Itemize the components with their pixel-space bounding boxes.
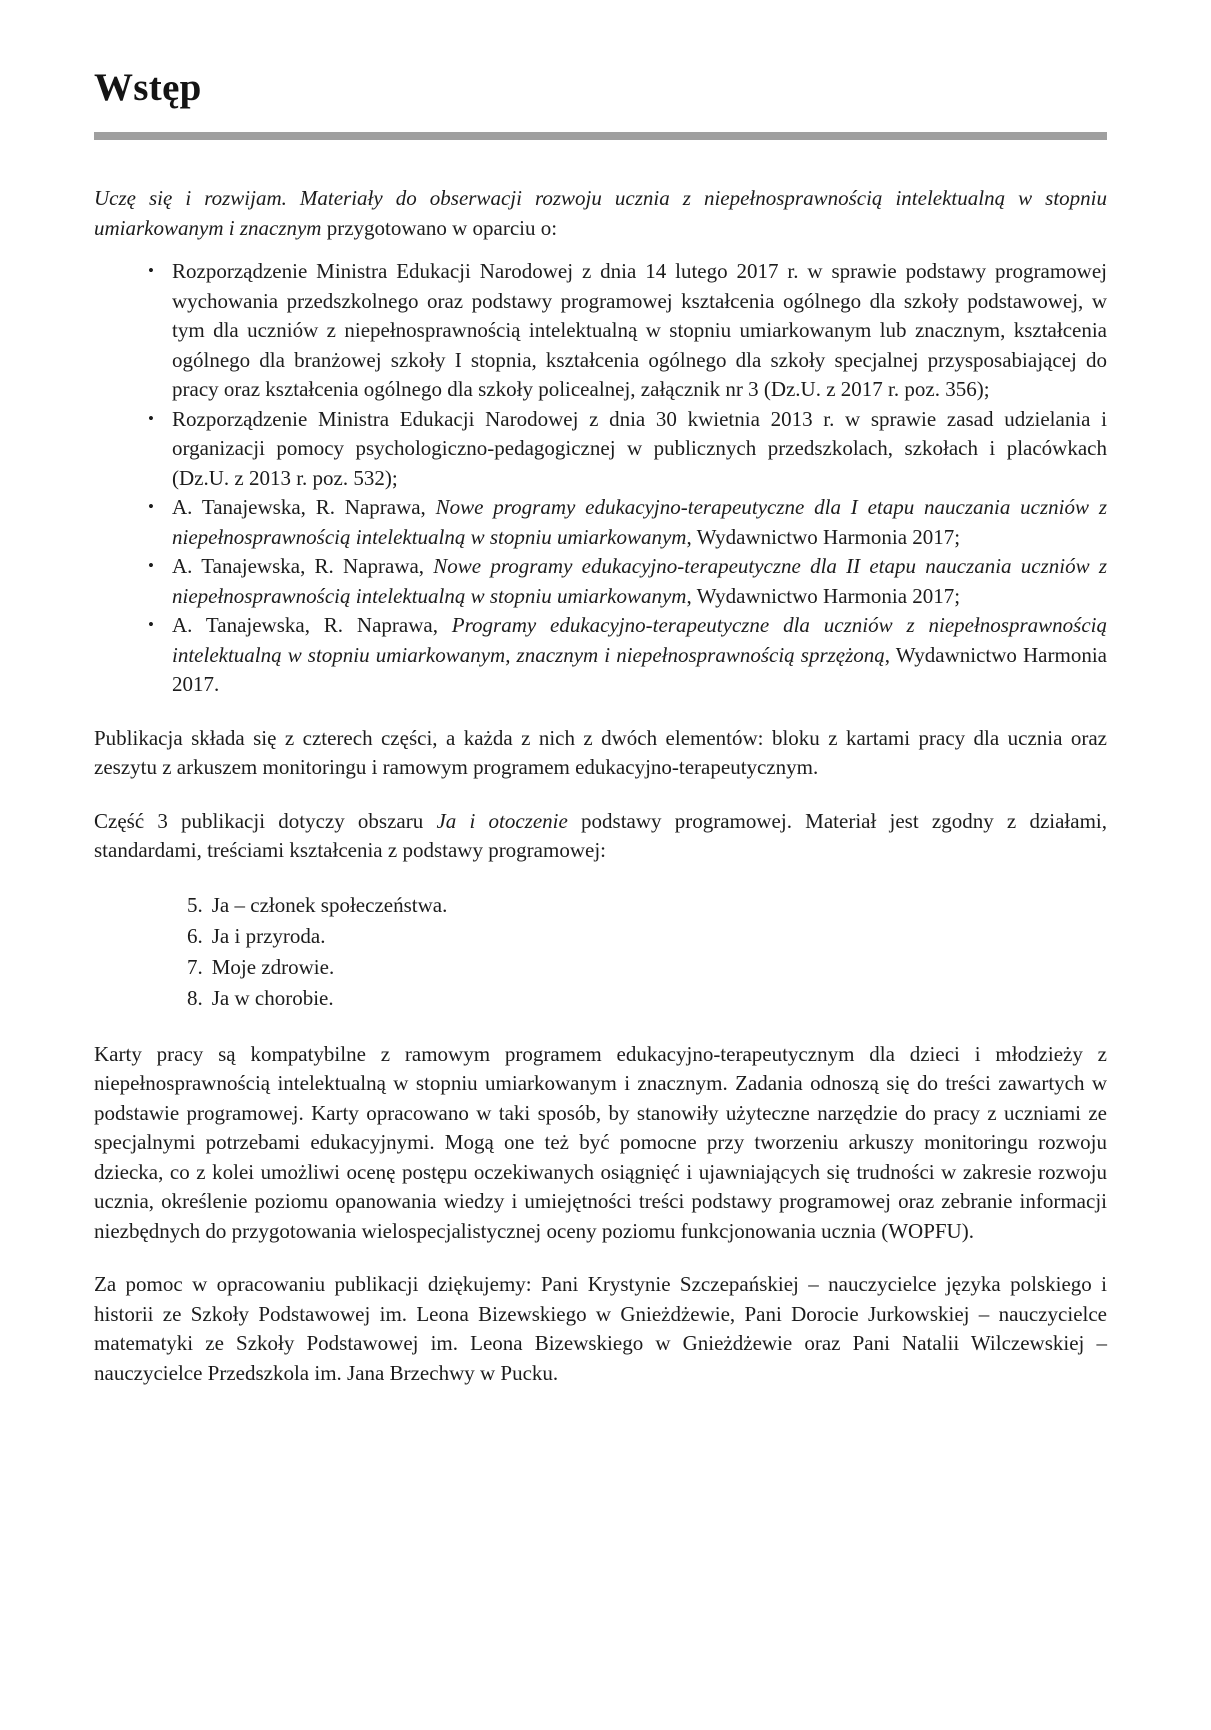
list-item	[187, 890, 1107, 921]
intro-italic-text: Uczę się i rozwijam. Materiały do obserwacji rozwoju ucznia z niepełnosprawnością intelektualną w stopniu umiarkowanym i znacznym	[94, 186, 1107, 240]
page-title: Wstęp	[94, 66, 202, 109]
reference-book-title: Programy edukacyjno-terapeutyczne dla uczniów z niepełnosprawnością intelektualną w stopniu umiarkowanym, znacznym i niepełnosprawnością sprzężoną	[172, 613, 1107, 667]
bullet-icon: •	[148, 261, 154, 280]
reference-publisher: , Wydawnictwo Harmonia 2017;	[686, 524, 961, 549]
area-title: Moje zdrowie.	[211, 954, 335, 979]
part3-area-name: Ja i otoczenie	[436, 808, 568, 833]
program-areas-list	[94, 890, 1107, 1014]
area-title: Ja – członek społeczeństwa.	[211, 892, 448, 917]
part3-text-after: podstawy programowej. Materiał jest zgodny z działami, standardami, treściami kształcenia z podstawy programowej:	[94, 808, 1107, 862]
list-item	[187, 921, 1107, 952]
area-number: 6.	[187, 923, 203, 948]
area-title: Ja w chorobie.	[211, 985, 334, 1010]
intro-regular-text: przygotowano w oparciu o:	[321, 215, 558, 240]
list-item	[148, 405, 1107, 494]
part3-text-before: Część 3 publikacji dotyczy obszaru	[94, 808, 437, 833]
list-item	[187, 983, 1107, 1014]
reference-publisher: , Wydawnictwo Harmonia 2017.	[172, 642, 1107, 696]
list-item	[187, 952, 1107, 983]
area-number: 7.	[187, 954, 203, 979]
reference-authors: A. Tanajewska, R. Naprawa,	[172, 554, 434, 578]
reference-text: Rozporządzenie Ministra Edukacji Narodowej z dnia 14 lutego 2017 r. w sprawie podstawy programowej wychowania przedszkolnego oraz podstawy programowej kształcenia ogólnego dla szkoły podstawowej, w tym dla uczniów z niepełnosprawnością intelektualną w stopniu umiarkowanym lub znacznym, kształcenia ogólnego dla branżowej szkoły I stopnia, kształcenia ogólnego dla szkoły specjalnej przysposabiającej do pracy oraz kształcenia ogólnego dla szkoły policealnej, załącznik nr 3 (Dz.U. z 2017 r. poz. 356);	[172, 259, 1107, 401]
area-number: 8.	[187, 985, 203, 1010]
bullet-icon: •	[148, 408, 154, 428]
area-number: 5.	[187, 892, 203, 917]
reference-authors: A. Tanajewska, R. Naprawa,	[172, 495, 436, 519]
reference-book-title: Nowe programy edukacyjno-terapeutyczne dla I etapu nauczania uczniów z niepełnosprawnością intelektualną w stopniu umiarkowanym	[172, 495, 1107, 549]
list-item	[148, 611, 1107, 700]
acknowledgements-paragraph: Za pomoc w opracowaniu publikacji dziękujemy: Pani Krystynie Szczepańskiej – nauczycielce języka polskiego i historii ze Szkoły Podstawowej im. Leona Bizewskiego w Gnieżdżewie, Pani Dorocie Jurkowskiej – nauczycielce matematyki ze Szkoły Podstawowej im. Leona Bizewskiego w Gnieżdżewie oraz Pani Natalii Wilczewskiej – nauczycielce Przedszkola im. Jana Brzechwy w Pucku.	[94, 1272, 1107, 1385]
area-title: Ja i przyroda.	[211, 923, 326, 948]
title-divider	[94, 132, 1107, 140]
bullet-icon: •	[148, 497, 154, 516]
bullet-icon: •	[148, 556, 154, 575]
bullet-icon: •	[148, 615, 154, 634]
references-list	[94, 257, 1107, 700]
reference-publisher: , Wydawnictwo Harmonia 2017;	[686, 583, 961, 608]
reference-text: Rozporządzenie Ministra Edukacji Narodowej z dnia 30 kwietnia 2013 r. w sprawie zasad udzielania i organizacji pomocy psychologiczno-pedagogicznej w publicznych przedszkolach, szkołach i placówkach (Dz.U. z 2013 r. poz. 532);	[172, 406, 1107, 490]
list-item	[148, 257, 1107, 405]
list-item	[148, 552, 1107, 611]
publication-structure-paragraph: Publikacja składa się z czterech części, a każda z nich z dwóch elementów: bloku z kartami pracy dla ucznia oraz zeszytu z arkuszem monitoringu i ramowym programem edukacyjno-terapeutycznym.	[94, 725, 1107, 779]
part3-paragraph	[94, 807, 1107, 866]
reference-authors: A. Tanajewska, R. Naprawa,	[172, 613, 452, 637]
list-item	[148, 493, 1107, 552]
worksheets-paragraph: Karty pracy są kompatybilne z ramowym programem edukacyjno-terapeutycznym dla dzieci i młodzieży z niepełnosprawnością intelektualną w stopniu umiarkowanym i znacznym. Zadania odnoszą się do treści zawartych w podstawie programowej. Karty opracowano w taki sposób, by stanowiły użyteczne narzędzie do pracy z uczniami ze specjalnymi potrzebami edukacyjnymi. Mogą one też być pomocne przy tworzeniu arkuszy monitoringu rozwoju dziecka, co z kolei umożliwi ocenę postępu oczekiwanych osiągnięć i ujawniających się trudności w zakresie rozwoju ucznia, określenie poziomu opanowania wiedzy i umiejętności treści podstawy programowej oraz zebranie informacji niezbędnych do przygotowania wielospecjalistycznej oceny poziomu funkcjonowania ucznia (WOPFU).	[94, 1041, 1107, 1243]
reference-book-title: Nowe programy edukacyjno-terapeutyczne dla II etapu nauczania uczniów z niepełnosprawnością intelektualną w stopniu umiarkowanym	[172, 554, 1107, 608]
intro-paragraph	[94, 184, 1107, 243]
